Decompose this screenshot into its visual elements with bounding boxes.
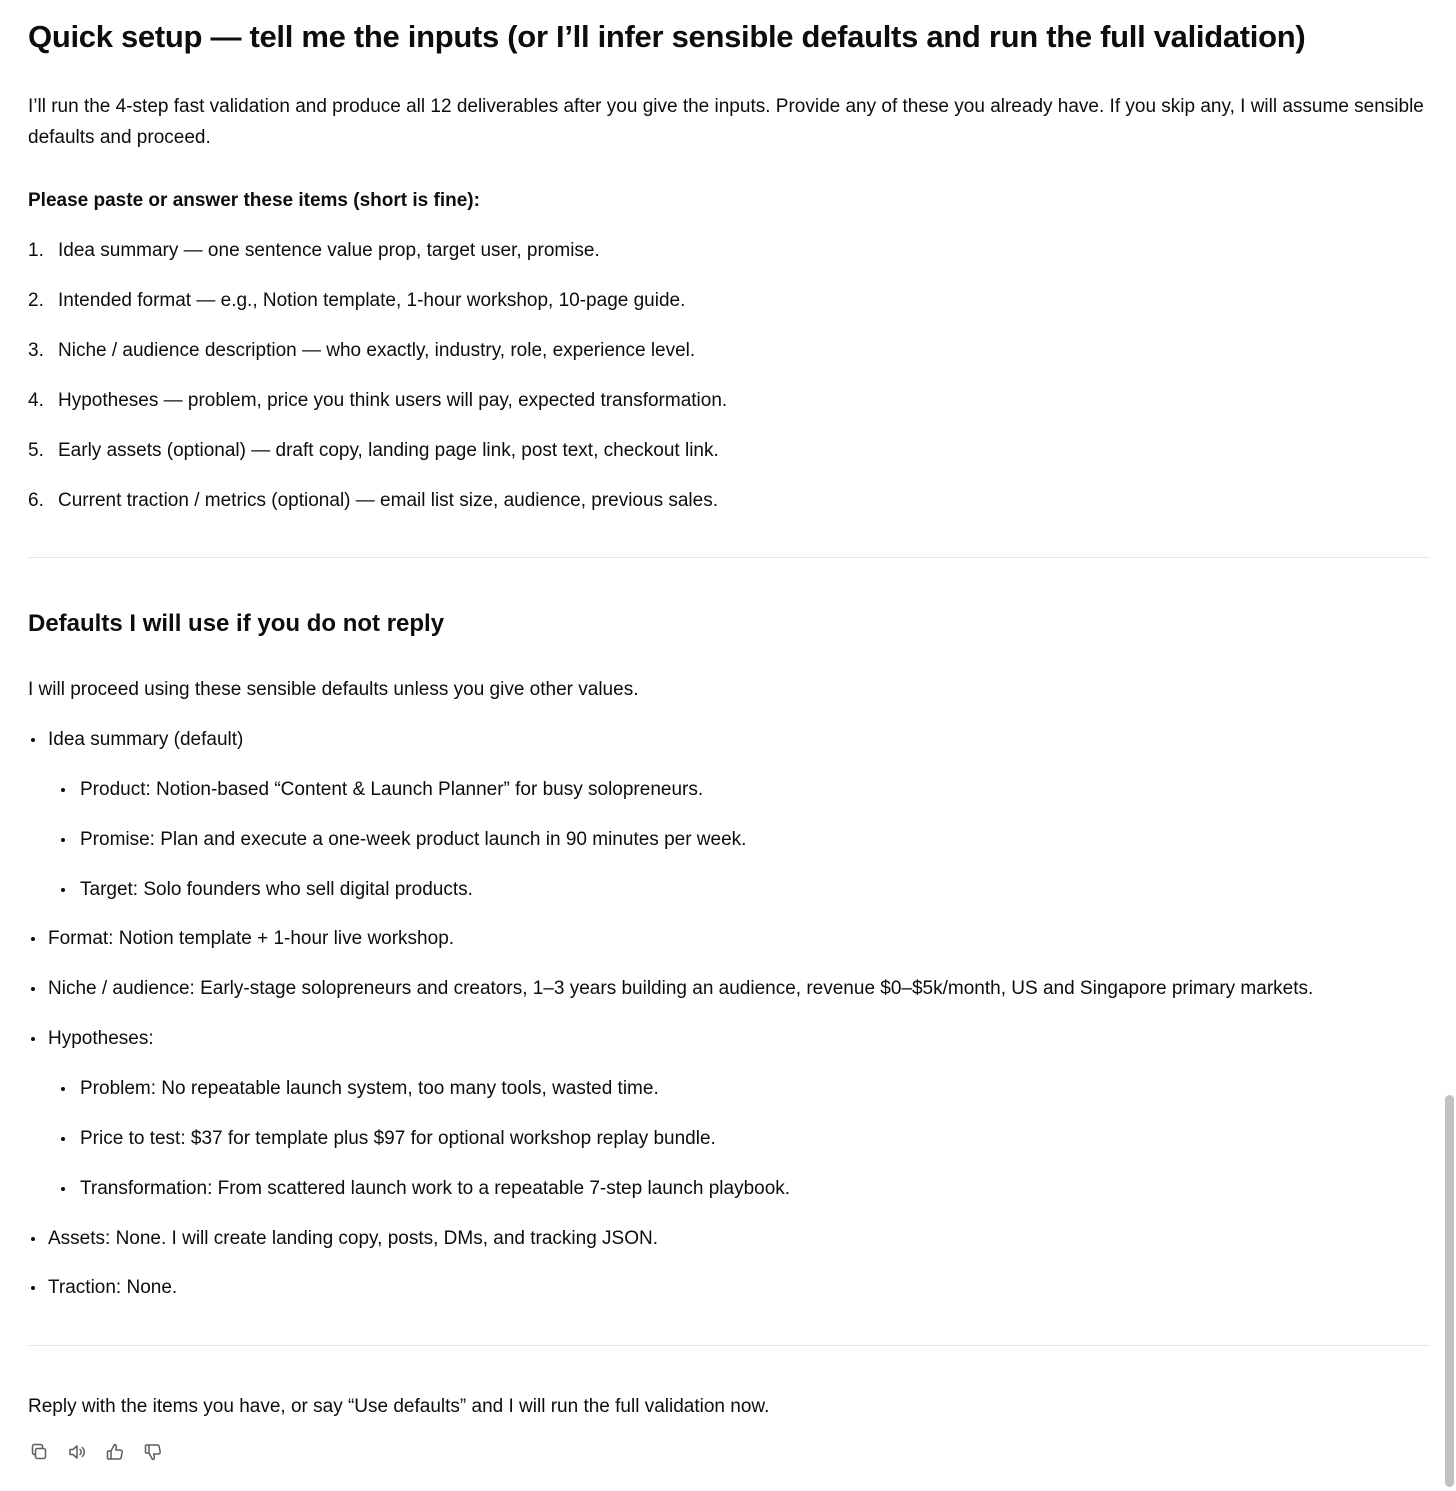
section-divider xyxy=(28,557,1430,558)
list-item-text: Intended format — e.g., Notion template, 1-hour workshop, 10-page guide. xyxy=(58,290,686,311)
scrollbar-track[interactable] xyxy=(1442,0,1456,1491)
thumbs-up-icon xyxy=(105,1442,125,1462)
list-item xyxy=(28,335,695,366)
bullet-dot xyxy=(61,888,65,892)
list-item: Assets: None. I will create landing copy, posts, DMs, and tracking JSON. xyxy=(48,1228,659,1249)
bullet-dot xyxy=(31,1286,35,1290)
bullet-dot xyxy=(61,1137,65,1141)
speaker-icon xyxy=(67,1442,87,1462)
bullet-dot xyxy=(61,1087,65,1091)
list-item xyxy=(28,385,727,416)
scrollbar-thumb[interactable] xyxy=(1445,1095,1454,1487)
thumbs-up-button[interactable] xyxy=(104,1441,126,1463)
bullet-dot xyxy=(31,738,35,742)
copy-button[interactable] xyxy=(28,1441,50,1463)
list-item: Transformation: From scattered launch work to a repeatable 7-step launch playbook. xyxy=(80,1178,791,1199)
list-item-number: 3. xyxy=(28,340,44,361)
list-item: Format: Notion template + 1-hour live workshop. xyxy=(48,928,455,949)
list-item-number: 1. xyxy=(28,240,44,261)
section-divider xyxy=(28,1345,1430,1346)
message-heading: Quick setup — tell me the inputs (or I’ll infer sensible defaults and run the full validation) xyxy=(28,19,1306,54)
list-item-text: Hypotheses — problem, price you think users will pay, expected transformation. xyxy=(58,390,728,411)
bullet-dot xyxy=(31,1237,35,1241)
copy-icon xyxy=(29,1442,49,1462)
list-item-number: 5. xyxy=(28,440,44,461)
closing-paragraph: Reply with the items you have, or say “Use defaults” and I will run the full validation now. xyxy=(28,1396,770,1417)
list-item: Hypotheses: xyxy=(48,1028,154,1049)
thumbs-down-button[interactable] xyxy=(142,1441,164,1463)
list-item-text: Current traction / metrics (optional) — email list size, audience, previous sales. xyxy=(58,490,718,511)
defaults-heading: Defaults I will use if you do not reply xyxy=(28,610,445,637)
list-item: Promise: Plan and execute a one-week product launch in 90 minutes per week. xyxy=(80,829,747,850)
list-item-text: Niche / audience description — who exactly, industry, role, experience level. xyxy=(58,340,696,361)
list-item-number: 6. xyxy=(28,490,44,511)
bullet-dot xyxy=(61,1187,65,1191)
intro-paragraph: I’ll run the 4-step fast validation and produce all 12 deliverables after you give the inputs. Provide any of these you already have. If you skip any, I will assume sensible defaults and proceed. xyxy=(28,96,1424,148)
list-item xyxy=(28,485,718,516)
list-item-number: 4. xyxy=(28,390,44,411)
bullet-dot xyxy=(61,838,65,842)
list-item-text: Early assets (optional) — draft copy, landing page link, post text, checkout link. xyxy=(58,440,719,461)
list-item xyxy=(28,435,719,466)
bullet-dot xyxy=(31,1037,35,1041)
list-item: Product: Notion-based “Content & Launch Planner” for busy solopreneurs. xyxy=(80,779,704,800)
bullet-dot xyxy=(61,788,65,792)
list-item: Niche / audience: Early-stage solopreneurs and creators, 1–3 years building an audience, revenue $0–$5k/month, US and Singapore primary markets. xyxy=(48,978,1314,999)
list-item: Target: Solo founders who sell digital products. xyxy=(80,879,473,900)
list-item: Traction: None. xyxy=(48,1277,178,1298)
list-item-number: 2. xyxy=(28,290,44,311)
list-item xyxy=(28,235,600,266)
list-item: Problem: No repeatable launch system, too many tools, wasted time. xyxy=(80,1078,659,1099)
list-item-text: Idea summary — one sentence value prop, target user, promise. xyxy=(58,240,600,261)
list-item: Idea summary (default) xyxy=(48,729,244,750)
list-item: Price to test: $37 for template plus $97 for optional workshop replay bundle. xyxy=(80,1128,716,1149)
read-aloud-button[interactable] xyxy=(66,1441,88,1463)
defaults-intro: I will proceed using these sensible defaults unless you give other values. xyxy=(28,679,639,700)
bullet-dot xyxy=(31,937,35,941)
thumbs-down-icon xyxy=(143,1442,163,1462)
bullet-dot xyxy=(31,987,35,991)
list-item xyxy=(28,285,685,316)
prompt-label: Please paste or answer these items (short is fine): xyxy=(28,190,480,211)
